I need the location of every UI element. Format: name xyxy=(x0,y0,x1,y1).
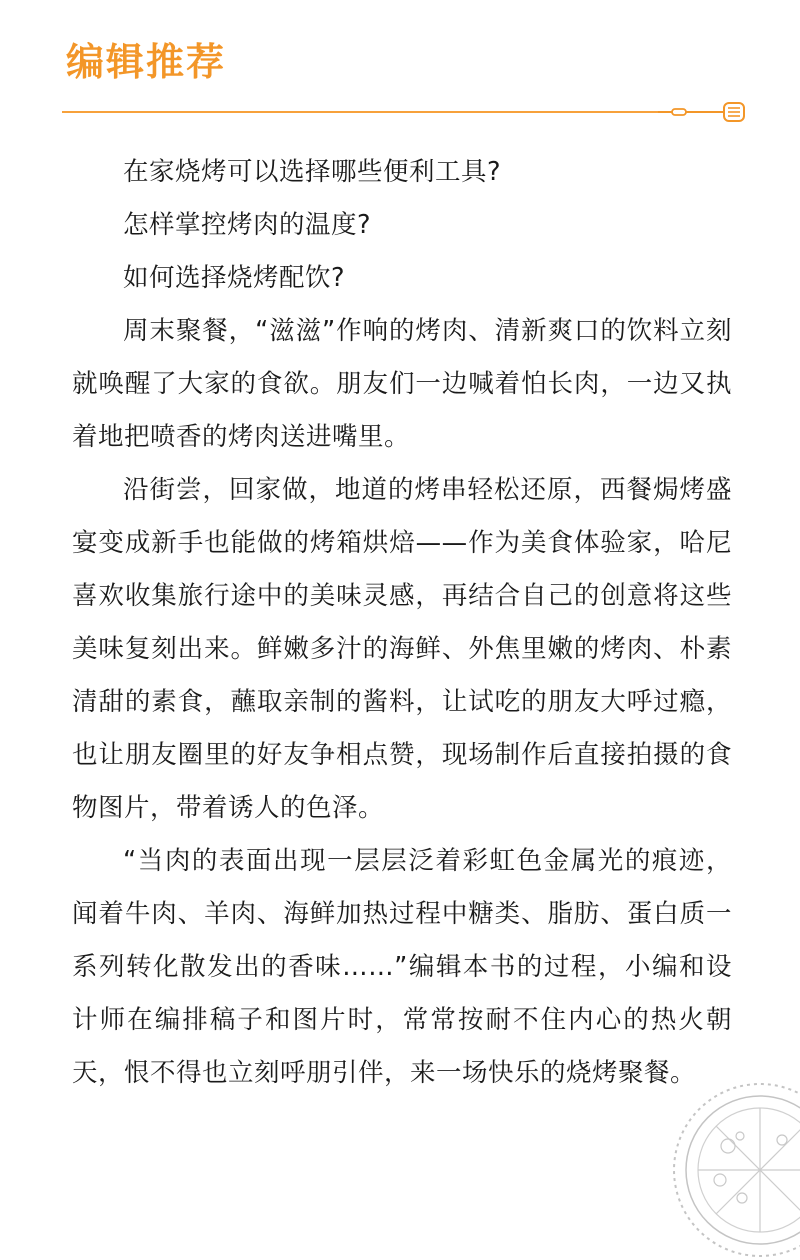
pizza-plate-icon xyxy=(670,1080,800,1260)
question-1: 在家烧烤可以选择哪些便利工具? xyxy=(123,157,502,187)
question-2: 怎样掌控烤肉的温度? xyxy=(123,210,372,240)
question-3: 如何选择烧烤配饮? xyxy=(123,263,346,293)
spatula-icon xyxy=(658,100,748,124)
paragraph-2: 沿街尝，回家做，地道的烤串轻松还原，西餐焗烤盛宴变成新手也能做的烤箱烘焙——作为美食体验家，哈尼喜欢收集旅行途中的美味灵感，再结合自己的创意将这些美味复刻出来。鲜嫩多汁的海鲜、外焦里嫩的烤肉、朴素清甜的素食，蘸取亲制的酱料，让试吃的朋友大呼过瘾，也让朋友圈里的好友争相点赞，现场制作后直接拍摄的食物图片，带着诱人的色泽。 xyxy=(72,475,732,823)
paragraph-1: 周末聚餐，“滋滋”作响的烤肉、清新爽口的饮料立刻就唤醒了大家的食欲。朋友们一边喊着怕长肉，一边又执着地把喷香的烤肉送进嘴里。 xyxy=(72,316,732,452)
paragraph-3: “当肉的表面出现一层层泛着彩虹色金属光的痕迹，闻着牛肉、羊肉、海鲜加热过程中糖类、脂肪、蛋白质一系列转化散发出的香味……”编辑本书的过程，小编和设计师在编排稿子和图片时，常常按耐不住内心的热火朝天，恨不得也立刻呼朋引伴，来一场快乐的烧烤聚餐。 xyxy=(72,846,732,1088)
header-divider xyxy=(62,111,664,113)
page-title: 编辑推荐 xyxy=(66,40,227,84)
article-body xyxy=(72,146,732,1100)
